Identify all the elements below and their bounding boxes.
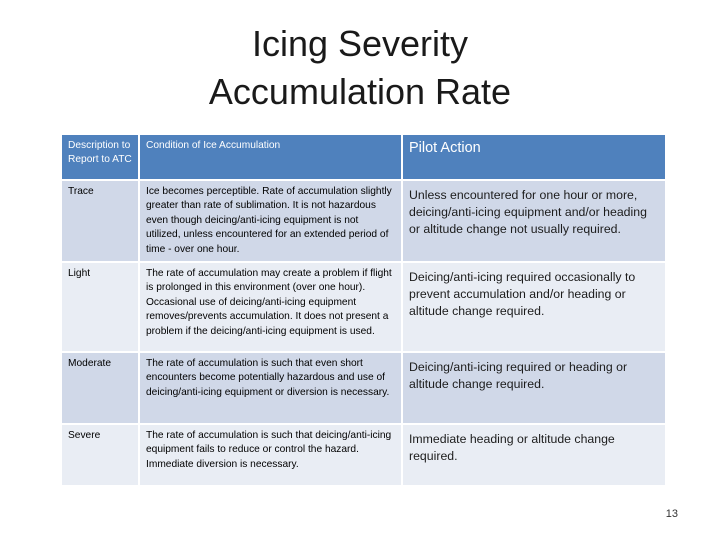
slide-title	[0, 20, 720, 116]
condition-cell: The rate of accumulation is such that deicing/anti-icing equipment fails to reduce or control the hazard. Immediate diversion is necessary.	[139, 424, 402, 486]
severity-cell: Trace	[61, 180, 139, 262]
table-row	[61, 352, 666, 424]
condition-cell: The rate of accumulation is such that even short encounters become potentially hazardous and use of deicing/anti-icing equipment or diversion is necessary.	[139, 352, 402, 424]
severity-cell: Severe	[61, 424, 139, 486]
condition-cell: The rate of accumulation may create a problem if flight is prolonged in this environment (over one hour). Occasional use of deicing/anti-icing equipment removes/prevents accumulation. It does not present a problem if the deicing/anti-icing equipment is used.	[139, 262, 402, 352]
icing-severity-table	[60, 133, 667, 487]
table-row	[61, 180, 666, 262]
table-header-row	[61, 134, 666, 180]
condition-cell: Ice becomes perceptible. Rate of accumulation slightly greater than rate of sublimation. It is not hazardous even though deicing/anti-icing equipment is not utilized, unless encountered for an extended period of time - over one hour.	[139, 180, 402, 262]
pilot-action-cell: Deicing/anti-icing required or heading or altitude change required.	[402, 352, 666, 424]
pilot-action-cell: Unless encountered for one hour or more, deicing/anti-icing equipment and/or heading or altitude change not usually required.	[402, 180, 666, 262]
table-row	[61, 424, 666, 486]
header-pilot-action: Pilot Action	[402, 134, 666, 180]
slide-title-line1: Icing Severity	[251, 23, 469, 64]
slide-title-line2: Accumulation Rate	[208, 71, 512, 112]
header-condition: Condition of Ice Accumulation	[139, 134, 402, 180]
severity-cell: Moderate	[61, 352, 139, 424]
pilot-action-cell: Immediate heading or altitude change required.	[402, 424, 666, 486]
page-number: 13	[665, 508, 678, 520]
severity-cell: Light	[61, 262, 139, 352]
pilot-action-cell: Deicing/anti-icing required occasionally to prevent accumulation and/or heading or altitude change required.	[402, 262, 666, 352]
header-description: Description to Report to ATC	[61, 134, 139, 180]
table-row	[61, 262, 666, 352]
